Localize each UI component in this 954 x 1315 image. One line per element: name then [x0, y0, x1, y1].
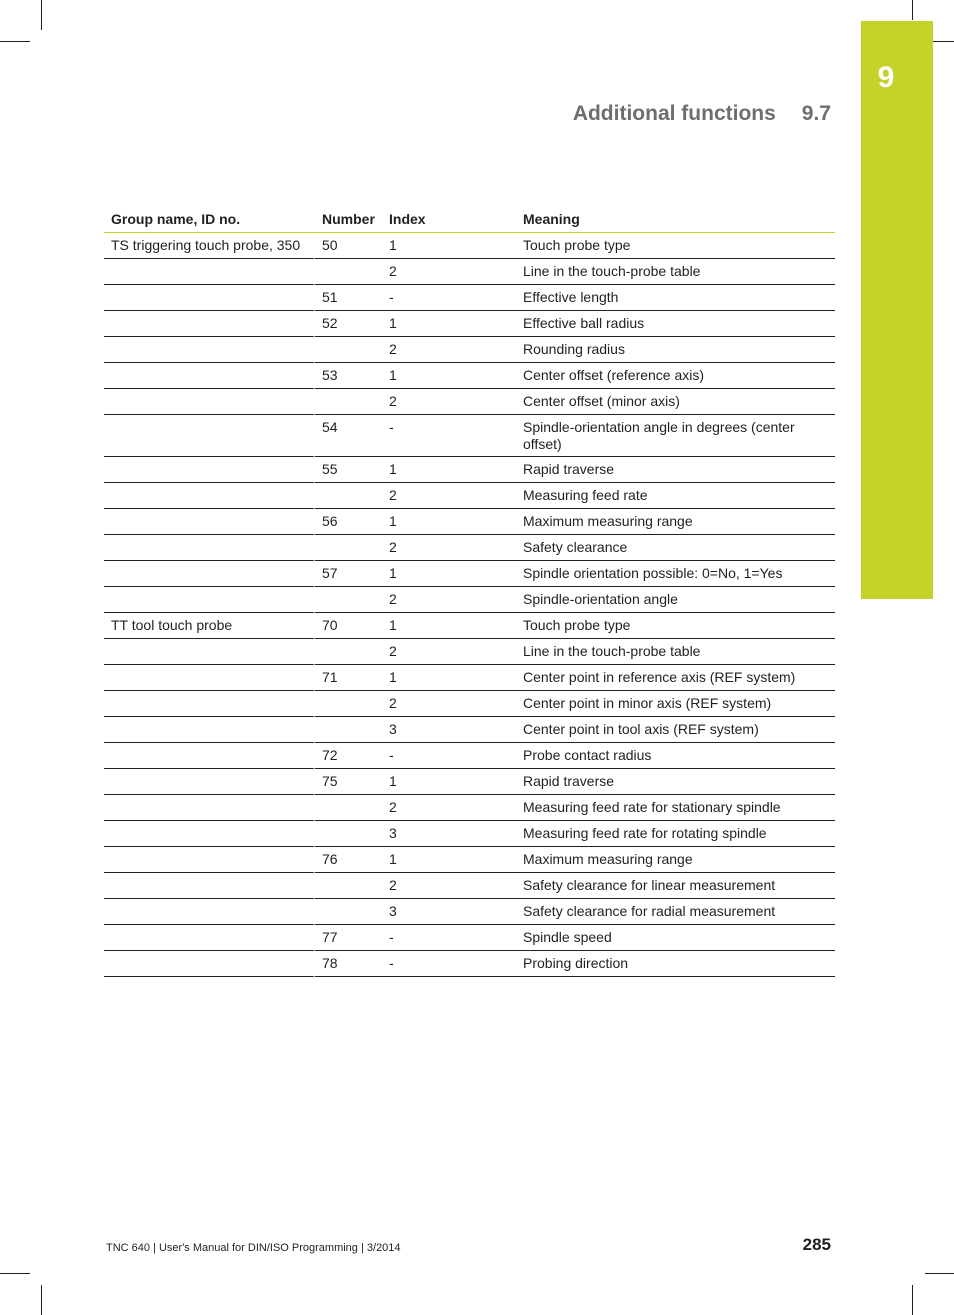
cell-meaning: Maximum measuring range	[516, 509, 835, 535]
cell-meaning: Line in the touch-probe table	[516, 639, 835, 665]
cell-number	[315, 535, 382, 561]
table-row	[104, 613, 835, 639]
cell-group	[104, 847, 315, 873]
header-section: 9.7	[801, 102, 831, 125]
cell-meaning: Center point in minor axis (REF system)	[516, 691, 835, 717]
cell-meaning: Measuring feed rate	[516, 483, 835, 509]
crop-mark	[0, 41, 30, 42]
table-row	[104, 389, 835, 415]
table-row	[104, 951, 835, 977]
page-header	[500, 102, 831, 126]
crop-mark	[912, 0, 913, 20]
cell-group: TS triggering touch probe, 350	[104, 233, 315, 259]
table-row	[104, 337, 835, 363]
cell-index: 1	[382, 363, 516, 389]
cell-index: 2	[382, 259, 516, 285]
cell-meaning: Measuring feed rate for stationary spindle	[516, 795, 835, 821]
cell-group	[104, 483, 315, 509]
table-row	[104, 873, 835, 899]
cell-index: 2	[382, 389, 516, 415]
cell-index: 3	[382, 899, 516, 925]
cell-meaning: Spindle speed	[516, 925, 835, 951]
cell-group	[104, 951, 315, 977]
crop-mark	[912, 1285, 913, 1315]
footer-text: TNC 640 | User's Manual for DIN/ISO Programming | 3/2014	[106, 1242, 401, 1254]
cell-group	[104, 535, 315, 561]
cell-group: TT tool touch probe	[104, 613, 315, 639]
cell-index: 3	[382, 821, 516, 847]
cell-index: -	[382, 951, 516, 977]
cell-group	[104, 873, 315, 899]
cell-meaning: Safety clearance for linear measurement	[516, 873, 835, 899]
cell-meaning: Safety clearance for radial measurement	[516, 899, 835, 925]
cell-group	[104, 415, 315, 457]
table-row	[104, 691, 835, 717]
table-row	[104, 535, 835, 561]
table-row	[104, 259, 835, 285]
cell-number	[315, 483, 382, 509]
cell-number	[315, 795, 382, 821]
table-row	[104, 311, 835, 337]
table-row	[104, 509, 835, 535]
cell-meaning: Spindle-orientation angle	[516, 587, 835, 613]
chapter-number: 9	[877, 61, 895, 94]
cell-meaning: Line in the touch-probe table	[516, 259, 835, 285]
cell-meaning: Probe contact radius	[516, 743, 835, 769]
cell-number: 56	[315, 509, 382, 535]
header-title: Additional functions	[572, 102, 776, 125]
cell-number: 52	[315, 311, 382, 337]
cell-number: 51	[315, 285, 382, 311]
crop-mark	[0, 1273, 30, 1274]
cell-index: -	[382, 415, 516, 457]
cell-number: 71	[315, 665, 382, 691]
cell-group	[104, 821, 315, 847]
table-row	[104, 561, 835, 587]
table-row	[104, 665, 835, 691]
cell-group	[104, 259, 315, 285]
cell-group	[104, 899, 315, 925]
cell-index: 2	[382, 795, 516, 821]
cell-index: 1	[382, 311, 516, 337]
crop-mark	[925, 1273, 954, 1274]
table-row	[104, 795, 835, 821]
cell-index: 2	[382, 587, 516, 613]
table-header-row	[104, 206, 835, 233]
cell-group	[104, 561, 315, 587]
cell-index: 1	[382, 561, 516, 587]
cell-number: 70	[315, 613, 382, 639]
cell-number	[315, 873, 382, 899]
cell-index: -	[382, 925, 516, 951]
cell-number: 53	[315, 363, 382, 389]
cell-meaning: Center point in tool axis (REF system)	[516, 717, 835, 743]
cell-meaning: Center point in reference axis (REF system)	[516, 665, 835, 691]
table-row	[104, 743, 835, 769]
cell-index: 2	[382, 535, 516, 561]
cell-number: 72	[315, 743, 382, 769]
column-header-index: Index	[382, 206, 516, 233]
cell-index: 2	[382, 337, 516, 363]
cell-meaning: Touch probe type	[516, 613, 835, 639]
cell-number	[315, 639, 382, 665]
cell-group	[104, 285, 315, 311]
cell-index: 1	[382, 509, 516, 535]
cell-group	[104, 665, 315, 691]
cell-meaning: Safety clearance	[516, 535, 835, 561]
table-body	[104, 233, 835, 977]
chapter-tab	[861, 21, 933, 599]
cell-meaning: Effective ball radius	[516, 311, 835, 337]
cell-number: 57	[315, 561, 382, 587]
cell-group	[104, 717, 315, 743]
cell-meaning: Spindle orientation possible: 0=No, 1=Yes	[516, 561, 835, 587]
cell-index: 3	[382, 717, 516, 743]
cell-group	[104, 925, 315, 951]
cell-number	[315, 389, 382, 415]
cell-group	[104, 457, 315, 483]
column-header-number: Number	[315, 206, 382, 233]
cell-index: 2	[382, 691, 516, 717]
column-header-meaning: Meaning	[516, 206, 835, 233]
cell-meaning: Touch probe type	[516, 233, 835, 259]
cell-group	[104, 587, 315, 613]
table-row	[104, 639, 835, 665]
table-row	[104, 847, 835, 873]
cell-meaning: Center offset (minor axis)	[516, 389, 835, 415]
table-row	[104, 363, 835, 389]
cell-index: 1	[382, 769, 516, 795]
cell-index: 2	[382, 873, 516, 899]
cell-group	[104, 363, 315, 389]
cell-meaning: Measuring feed rate for rotating spindle	[516, 821, 835, 847]
cell-meaning: Probing direction	[516, 951, 835, 977]
table-row	[104, 899, 835, 925]
cell-index: 1	[382, 613, 516, 639]
cell-group	[104, 795, 315, 821]
cell-number	[315, 259, 382, 285]
cell-number	[315, 337, 382, 363]
cell-group	[104, 769, 315, 795]
cell-meaning: Center offset (reference axis)	[516, 363, 835, 389]
cell-number	[315, 691, 382, 717]
cell-group	[104, 509, 315, 535]
crop-mark	[41, 1285, 42, 1315]
cell-meaning: Maximum measuring range	[516, 847, 835, 873]
cell-index: -	[382, 743, 516, 769]
cell-meaning: Spindle-orientation angle in degrees (center offset)	[516, 415, 835, 457]
cell-number: 77	[315, 925, 382, 951]
table-row	[104, 415, 835, 457]
table-row	[104, 457, 835, 483]
cell-meaning: Rounding radius	[516, 337, 835, 363]
table-row	[104, 769, 835, 795]
table-row	[104, 821, 835, 847]
cell-index: 1	[382, 847, 516, 873]
crop-mark	[41, 0, 42, 30]
table-row	[104, 925, 835, 951]
cell-group	[104, 337, 315, 363]
page-number: 285	[802, 1235, 831, 1254]
cell-number: 76	[315, 847, 382, 873]
cell-meaning: Rapid traverse	[516, 769, 835, 795]
cell-group	[104, 389, 315, 415]
cell-number	[315, 717, 382, 743]
cell-number	[315, 821, 382, 847]
table-row	[104, 483, 835, 509]
cell-number: 50	[315, 233, 382, 259]
cell-index: 1	[382, 457, 516, 483]
cell-index: -	[382, 285, 516, 311]
table-row	[104, 587, 835, 613]
column-header-group: Group name, ID no.	[104, 206, 315, 233]
cell-group	[104, 691, 315, 717]
table-row	[104, 717, 835, 743]
cell-number: 75	[315, 769, 382, 795]
parameter-table	[104, 206, 835, 977]
table-row	[104, 233, 835, 259]
cell-meaning: Rapid traverse	[516, 457, 835, 483]
cell-number	[315, 899, 382, 925]
cell-index: 1	[382, 233, 516, 259]
table-row	[104, 285, 835, 311]
cell-number: 54	[315, 415, 382, 457]
cell-meaning: Effective length	[516, 285, 835, 311]
cell-number: 55	[315, 457, 382, 483]
cell-index: 1	[382, 665, 516, 691]
cell-number	[315, 587, 382, 613]
cell-index: 2	[382, 483, 516, 509]
cell-number: 78	[315, 951, 382, 977]
cell-group	[104, 311, 315, 337]
cell-group	[104, 639, 315, 665]
cell-group	[104, 743, 315, 769]
cell-index: 2	[382, 639, 516, 665]
